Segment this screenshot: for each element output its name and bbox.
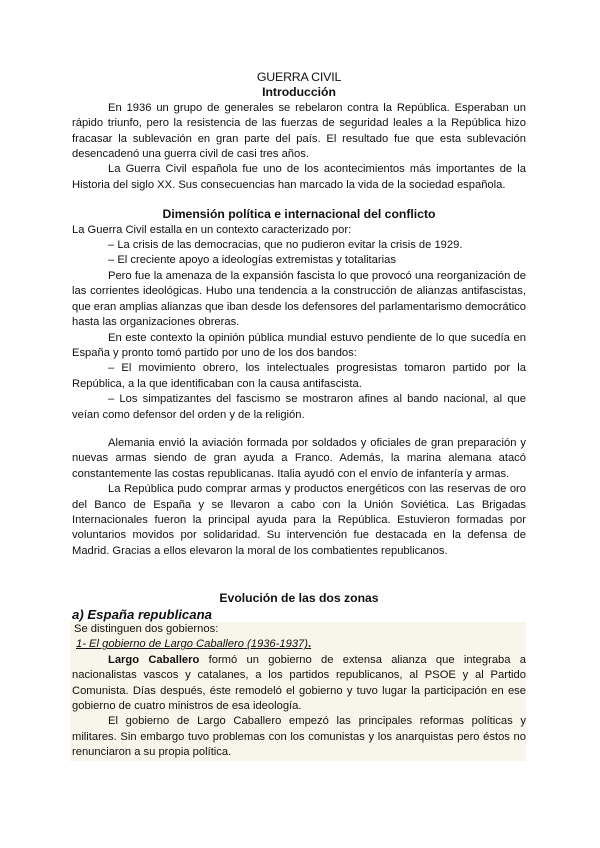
- dimension-bullet-2: – El creciente apoyo a ideologías extremistas y totalitarias: [108, 254, 396, 267]
- document-body: [72, 70, 526, 761]
- document-title: GUERRA CIVIL: [256, 70, 342, 84]
- dimension-paragraph-1: Pero fue la amenaza de la expansión fascista lo que provocó una reorganización de las corrientes ideológicas. Hubo una tendencia a la construcción de alianzas antifascistas, que eran amplias alianzas que iban desde los defensores del parlamentarismo democrático hasta las organizaciones obreras.: [72, 269, 526, 329]
- highlighted-block: [70, 622, 526, 761]
- evolution-subheading: a) España republicana: [72, 606, 212, 622]
- largo-caballero-name: Largo Caballero: [108, 653, 200, 666]
- evolution-heading: Evolución de las dos zonas: [219, 591, 379, 606]
- government-title: [76, 637, 526, 652]
- dimension-paragraph-2: En este contexto la opinión pública mundial estuvo pendiente de lo que sucedía en España y pronto tomó partido por uno de los dos bandos:: [72, 331, 526, 359]
- evolution-lead: Se distinguen dos gobiernos:: [74, 623, 219, 635]
- evolution-paragraph-2: El gobierno de Largo Caballero empezó las principales reformas políticas y militares. Sin embargo tuvo problemas con los comunistas y los anarquistas pero éstos no renunciaron a su propia política.: [72, 715, 526, 759]
- dimension-paragraph-3: Alemania envió la aviación formada por soldados y oficiales de gran preparación y nuevas armas siendo de gran ayuda a Franco. Además, la marina alemana atacó constantemente las costas republicanas. Italia ayudó con el envío de infantería y armas.: [72, 436, 526, 480]
- dimension-side-2: – Los simpatizantes del fascismo se mostraron afines al bando nacional, al que veían como defensor del orden y de la religión.: [72, 393, 526, 421]
- government-title-end: .: [307, 638, 312, 651]
- dimension-side-1: – El movimiento obrero, los intelectuales progresistas tomaron partido por la República, a la que identificaban con la causa antifascista.: [72, 362, 526, 390]
- dimension-bullet-1: – La crisis de las democracias, que no pudieron evitar la crisis de 1929.: [108, 239, 463, 252]
- evolution-paragraph-1: [72, 653, 526, 715]
- intro-heading: Introducción: [262, 85, 336, 100]
- intro-paragraph-2: La Guerra Civil española fue uno de los acontecimientos más importantes de la Historia del siglo XX. Sus consecuencias han marcado la vida de la sociedad española.: [72, 163, 526, 191]
- dimension-lead: La Guerra Civil estalla en un contexto caracterizado por:: [72, 223, 352, 236]
- dimension-paragraph-4: La República pudo comprar armas y productos energéticos con las reservas de oro del Banco de España y se llevaron a cabo con la Unión Soviética. Las Brigadas Internacionales fueron la principal ayuda para la República. Estuvieron formadas por voluntarios movidos por solidaridad. Su intervención fue destacada en la defensa de Madrid. Gracias a ellos elevaron la moral de los combatientes republicanos.: [72, 483, 526, 557]
- evolution-paragraph-1-text: formó un gobierno de extensa alianza que integraba a nacionalistas vascos y catalanes, a los partidos republicanos, al PSOE y al Partido Comunista. Días después, éste remodeló el gobierno y tuvo lugar la participación en ese gobierno de cuatro ministros de esa ideología.: [72, 653, 526, 713]
- dimension-heading: Dimensión política e internacional del conflicto: [162, 207, 436, 222]
- government-title-text: 1- El gobierno de Largo Caballero (1936-1937): [76, 638, 308, 651]
- intro-paragraph-1: En 1936 un grupo de generales se rebelaron contra la República. Esperaban un rápido triunfo, pero la resistencia de las fuerzas de seguridad leales a la República hizo fracasar la sublevación en gran parte del país. El resultado fue que esta sublevación desencadenó una guerra civil de casi tres años.: [72, 101, 526, 161]
